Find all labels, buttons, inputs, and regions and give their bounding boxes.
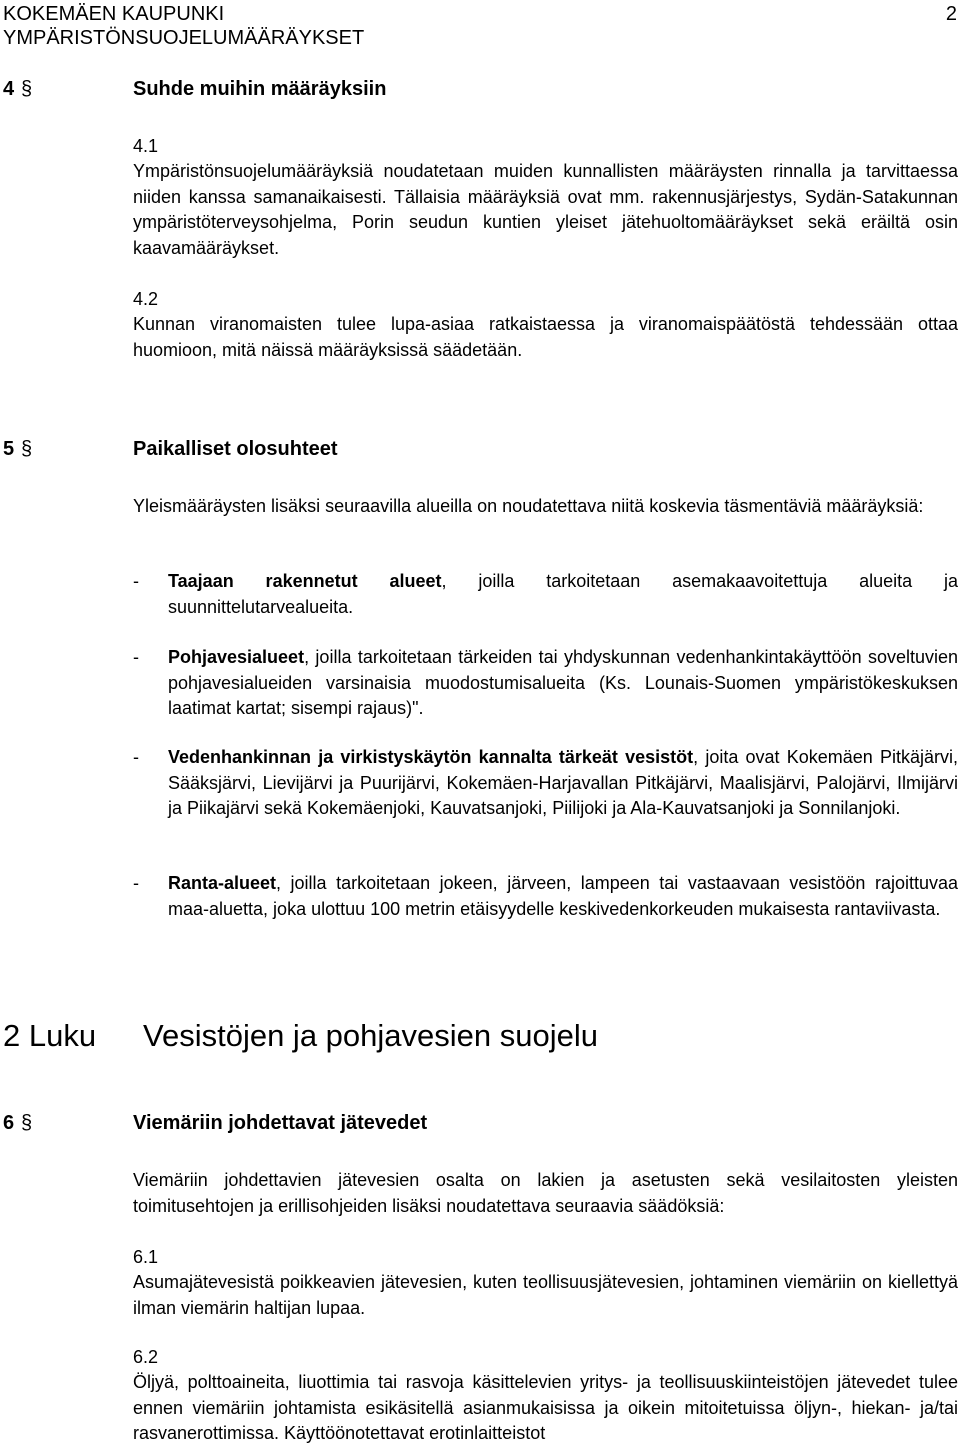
section-number: 5 xyxy=(3,438,15,460)
section-symbol: § xyxy=(21,438,33,460)
header-doc-title: YMPÄRISTÖNSUOJELUMÄÄRÄYKSET xyxy=(3,27,365,49)
subsection-number: 4.1 xyxy=(133,136,159,156)
list-item-text: , joilla tarkoitetaan asemakaavoitettuja alueita ja suunnittelutarvealueita. xyxy=(168,571,958,617)
list-item xyxy=(133,745,958,822)
header-municipality: KOKEMÄEN KAUPUNKI xyxy=(3,3,225,25)
list-item-text: , joilla tarkoitetaan jokeen, järveen, lampeen tai vastaavaan vesistöön rajoittuvaa maa-aluetta, joka ulottuu 100 metrin etäisyydelle keskivedenkorkeuden mukaisesta rantaviivasta. xyxy=(168,873,958,919)
list-item-text: , joita ovat Kokemäen Pitkäjärvi, Sääksjärvi, Lievijärvi ja Puurijärvi, Kokemäen-Harjavallan Pitkäjärvi, Maalisjärvi, Palojärvi, Ilmijärvi ja Piikajärvi sekä Kokemäenjoki, Kauvatsanjoki, Piilijoki ja Ala-Kauvatsanjoki ja Sonnilanjoki. xyxy=(168,747,958,819)
chapter-label: 2 Luku xyxy=(3,1018,97,1053)
list-item xyxy=(133,645,958,722)
section-title: Paikalliset olosuhteet xyxy=(133,438,338,460)
list-item-term: Ranta-alueet xyxy=(168,873,277,893)
section-number: 6 xyxy=(3,1112,15,1134)
list-item-term: Pohjavesialueet xyxy=(168,647,305,667)
chapter-title: Vesistöjen ja pohjavesien suojelu xyxy=(143,1018,598,1053)
list-item-term: Vedenhankinnan ja virkistyskäytön kannalta tärkeät vesistöt xyxy=(168,747,694,767)
section-intro: Viemäriin johdettavien jätevesien osalta on lakien ja asetusten sekä vesilaitosten yleisten toimitusehtojen ja erillisohjeiden lisäksi noudatettava seuraavia säädöksiä: xyxy=(133,1170,958,1216)
list-item-text: , joilla tarkoitetaan tärkeiden tai yhdyskunnan vedenhankintakäyttöön soveltuvien pohjavesialueiden varsinaisia muodostumisalueita (Ks. Lounais-Suomen ympäristökeskuksen laatimat kartat; sisempi rajaus)". xyxy=(168,647,958,719)
section-title: Viemäriin johdettavat jätevedet xyxy=(133,1112,428,1134)
subsection-number: 6.1 xyxy=(133,1247,159,1267)
list-item xyxy=(133,871,958,922)
section-symbol: § xyxy=(21,1112,33,1134)
list-dash: - xyxy=(133,571,139,591)
subsection-number: 6.2 xyxy=(133,1347,159,1367)
section-number: 4 xyxy=(3,78,15,100)
subsection-number: 4.2 xyxy=(133,289,159,309)
list-dash: - xyxy=(133,647,139,667)
subsection-text: Ympäristönsuojelumääräyksiä noudatetaan muiden kunnallisten määräysten rinnalla ja tarvittaessa niiden kanssa samanaikaisesti. Tällaisia määräyksiä ovat mm. rakennusjärjestys, Sydän-Satakunnan ympäristöterveysohjelma, Porin seudun kuntien yleiset jätehuoltomääräykset sekä eräiltä osin kaavamääräykset. xyxy=(133,161,958,258)
subsection-text: Öljyä, polttoaineita, liuottimia tai rasvoja käsittelevien yritys- ja teollisuuskiinteistöjen jätevedet tulee ennen viemäriin johtamista esikäsitellä asianmukaisissa ja oikein mitoitetuissa öljyn-, hiekan- ja/tai rasvanerottimissa. Käyttöönotettavat erotinlaitteistot xyxy=(133,1372,958,1444)
list-item-term: Taajaan rakennetut alueet xyxy=(168,571,442,591)
list-item xyxy=(133,569,958,620)
list-dash: - xyxy=(133,873,139,893)
section-symbol: § xyxy=(21,78,33,100)
subsection-text: Kunnan viranomaisten tulee lupa-asiaa ratkaistaessa ja viranomaispäätöstä tehdessään ottaa huomioon, mitä näissä määräyksissä säädetään. xyxy=(133,314,958,360)
list-dash: - xyxy=(133,747,139,767)
section-intro: Yleismääräysten lisäksi seuraavilla alueilla on noudatettava niitä koskevia täsmentäviä määräyksiä: xyxy=(133,496,924,516)
section-title: Suhde muihin määräyksiin xyxy=(133,78,387,100)
page-number: 2 xyxy=(945,3,957,25)
subsection-text: Asumajätevesistä poikkeavien jätevesien, kuten teollisuusjätevesien, johtaminen viemäriin on kiellettyä ilman viemärin haltijan lupaa. xyxy=(133,1272,958,1318)
